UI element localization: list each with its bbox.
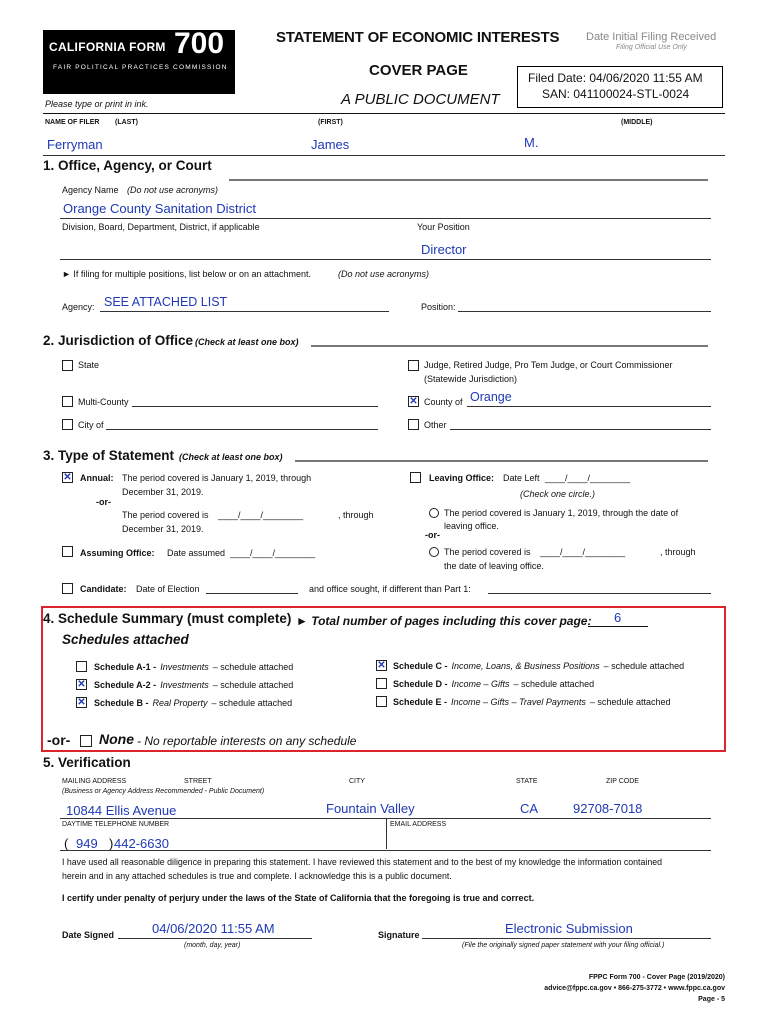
schedule-name: Schedule E - — [393, 697, 448, 707]
none-checkbox[interactable] — [80, 735, 92, 747]
footer-page: Page - 5 — [698, 996, 725, 1003]
schedule-suffix: – schedule attached — [603, 661, 685, 671]
position-value[interactable]: Director — [421, 242, 467, 257]
signature-note: (File the originally signed paper statement with your filing official.) — [462, 942, 665, 949]
candidate-rule-2 — [488, 593, 711, 594]
form-label: CALIFORNIA FORM — [49, 40, 166, 54]
cover-page-title: COVER PAGE — [369, 62, 468, 79]
schedule-checkbox[interactable]: ✕ — [377, 660, 386, 671]
schedule-checkbox[interactable] — [76, 661, 87, 672]
schedule-row-label — [94, 662, 293, 672]
other-label: Other — [424, 420, 447, 430]
phone-close-paren: ) — [109, 836, 114, 851]
received-title: Date Initial Filing Received — [586, 31, 717, 43]
schedule-name: Schedule B - — [94, 698, 149, 708]
email-label: EMAIL ADDRESS — [390, 821, 447, 828]
agency-rule — [60, 218, 711, 219]
schedule-row-label — [393, 697, 670, 707]
phone-open-paren: ( — [64, 836, 69, 851]
schedule-row-label — [94, 680, 293, 690]
state-checkbox[interactable] — [62, 360, 73, 371]
phone-email-divider — [386, 818, 387, 849]
position-rule — [60, 259, 711, 260]
date-format-note: (month, day, year) — [184, 942, 241, 949]
schedule-suffix: – schedule attached — [513, 679, 595, 689]
schedule-description: Income – Gifts — [451, 679, 510, 689]
leave-option2-through: , through — [660, 547, 696, 557]
your-position-label: Your Position — [417, 222, 470, 232]
last-label: (LAST) — [115, 119, 138, 126]
period-through: , through — [338, 510, 374, 520]
schedule-suffix: – schedule attached — [211, 698, 293, 708]
multi-county-checkbox[interactable] — [62, 396, 73, 407]
header-rule — [43, 113, 725, 114]
mailing-address-label: MAILING ADDRESS — [62, 778, 127, 785]
date-signed-label: Date Signed — [62, 930, 115, 940]
section2-note: (Check at least one box) — [195, 337, 299, 347]
agency2-rule — [100, 311, 389, 312]
position2-rule — [458, 311, 711, 312]
schedule-name: Schedule A-1 - — [94, 662, 157, 672]
city-of-label: City of — [78, 420, 104, 430]
agency2-value[interactable]: SEE ATTACHED LIST — [104, 295, 228, 309]
city-label: CITY — [349, 778, 365, 785]
city-value[interactable]: Fountain Valley — [326, 801, 415, 816]
assuming-date[interactable]: ____/____/________ — [230, 548, 316, 558]
schedule-checkbox[interactable]: ✕ — [77, 679, 86, 690]
schedule-name: Schedule D - — [393, 679, 448, 689]
san-number: SAN: 041100024-STL-0024 — [542, 87, 690, 101]
none-text: - No reportable interests on any schedule — [137, 734, 357, 748]
date-signed-rule — [118, 938, 312, 939]
period-end: December 31, 2019. — [122, 524, 204, 534]
leave-option1-radio[interactable] — [429, 508, 439, 518]
annual-checkbox[interactable]: ✕ — [63, 472, 72, 483]
assuming-checkbox[interactable] — [62, 546, 73, 557]
division-label: Division, Board, Department, District, if applicable — [62, 222, 260, 232]
section1-heading: 1. Office, Agency, or Court — [43, 158, 212, 173]
annual-text-1: The period covered is January 1, 2019, through — [122, 473, 312, 483]
footer — [544, 972, 725, 1005]
form-number: 700 — [174, 27, 225, 60]
other-rule — [450, 429, 711, 430]
annual-text-2: December 31, 2019. — [122, 487, 204, 497]
section3-heading: 3. Type of Statement — [43, 448, 175, 463]
multi-county-rule — [132, 406, 378, 407]
section4-heading: 4. Schedule Summary (must complete) — [43, 611, 292, 626]
section3-note: (Check at least one box) — [179, 452, 283, 462]
total-pages-rule — [588, 626, 648, 627]
leaving-label: Leaving Office: — [429, 473, 495, 483]
schedule-suffix: – schedule attached — [589, 697, 671, 707]
section2-bar — [311, 345, 708, 347]
county-rule — [467, 406, 711, 407]
candidate-checkbox[interactable] — [62, 583, 73, 594]
business-address-note: (Business or Agency Address Recommended - Public Document) — [62, 788, 265, 795]
multiple-positions-text: ► If filing for multiple positions, list below or on an attachment. — [62, 269, 312, 279]
state-label: State — [78, 360, 100, 370]
diligence-line-1: I have used all reasonable diligence in preparing this statement. I have reviewed this statement and to the best of my knowledge the information contained — [62, 857, 663, 867]
street-label: STREET — [184, 778, 212, 785]
schedule-row-label — [393, 661, 684, 671]
certify-statement: I certify under penalty of perjury under the laws of the State of California that the foregoing is true and correct. — [62, 893, 535, 903]
form-badge — [43, 27, 235, 94]
schedule-checkbox[interactable] — [376, 696, 387, 707]
none-label: None — [99, 731, 134, 747]
filer-middle-name[interactable]: M. — [524, 135, 539, 150]
section3-bar — [295, 460, 708, 462]
candidate-text: Date of Election — [136, 584, 200, 594]
footer-contact: advice@fppc.ca.gov • 866-275-3772 • www.fppc.ca.gov — [544, 985, 725, 992]
filed-date: Filed Date: 04/06/2020 11:55 AM — [528, 71, 703, 85]
schedule-row-label — [94, 698, 292, 708]
position2-label: Position: — [421, 302, 456, 312]
signature-label: Signature — [378, 930, 420, 940]
schedule-description: Real Property — [152, 698, 208, 708]
judge-label: Judge, Retired Judge, Pro Tem Judge, or Court Commissioner — [424, 360, 673, 370]
agency2-label: Agency: — [62, 302, 95, 312]
middle-label: (MIDDLE) — [621, 119, 653, 126]
total-pages-value[interactable]: 6 — [614, 610, 622, 625]
leave-option2-radio[interactable] — [429, 547, 439, 557]
leaving-text: Date Left — [503, 473, 540, 483]
or-label-2: -or- — [425, 530, 440, 540]
assuming-text: Date assumed — [167, 548, 226, 558]
statement-title: STATEMENT OF ECONOMIC INTERESTS — [276, 29, 560, 46]
first-label: (FIRST) — [318, 119, 343, 126]
state-label-addr: STATE — [516, 778, 538, 785]
section1-bar — [229, 179, 708, 181]
received-subtitle: Filing Official Use Only — [616, 44, 687, 51]
leave-option2-a: The period covered is — [444, 547, 531, 557]
schedule-suffix: – schedule attached — [212, 662, 294, 672]
schedule-description: Income – Gifts – Travel Payments — [451, 697, 586, 707]
ink-instruction: Please type or print in ink. — [45, 99, 149, 109]
signature-rule — [422, 938, 711, 939]
leave-option1-b: leaving office. — [444, 521, 499, 531]
multiple-positions-note: (Do not use acronyms) — [338, 269, 430, 279]
zip-label: ZIP CODE — [606, 778, 639, 785]
schedule-suffix: – schedule attached — [212, 680, 294, 690]
candidate-text-2: and office sought, if different than Part 1: — [309, 584, 471, 594]
schedule-description: Income, Loans, & Business Positions — [451, 661, 600, 671]
leaving-date[interactable]: ____/____/________ — [545, 473, 631, 483]
diligence-line-2: herein and in any attached schedules is true and complete. I acknowledge this is a public document. — [62, 871, 452, 881]
schedule-name: Schedule C - — [393, 661, 448, 671]
agency-name-value[interactable]: Orange County Sanitation District — [63, 201, 256, 216]
none-or-label: -or- — [47, 732, 71, 748]
schedule-description: Investments — [160, 680, 209, 690]
phone-label: DAYTIME TELEPHONE NUMBER — [62, 821, 170, 828]
commission-name: FAIR POLITICAL PRACTICES COMMISSION — [53, 64, 228, 71]
phone-rule — [60, 850, 711, 851]
street-value[interactable]: 10844 Ellis Avenue — [66, 803, 177, 818]
candidate-label: Candidate: — [80, 584, 127, 594]
other-checkbox[interactable] — [408, 419, 419, 430]
multi-county-label: Multi-County — [78, 397, 129, 407]
name-of-filer-label: NAME OF FILER — [45, 119, 100, 126]
section5-heading: 5. Verification — [43, 755, 131, 770]
schedules-attached-label: Schedules attached — [62, 632, 189, 647]
leaving-checkbox[interactable] — [410, 472, 421, 483]
public-document-label: A PUBLIC DOCUMENT — [341, 91, 500, 108]
date-signed-value[interactable]: 04/06/2020 11:55 AM — [152, 921, 275, 936]
filer-last-name[interactable]: Ferryman — [47, 137, 103, 152]
signature-value[interactable]: Electronic Submission — [505, 921, 633, 936]
schedule-row-label — [393, 679, 594, 689]
section2-heading: 2. Jurisdiction of Office — [43, 333, 194, 348]
county-checkbox[interactable]: ✕ — [409, 396, 418, 407]
agency-name-label: Agency Name — [62, 185, 119, 195]
city-checkbox[interactable] — [62, 419, 73, 430]
period-date[interactable]: ____/____/________ — [218, 510, 304, 520]
footer-form-id: FPPC Form 700 - Cover Page (2019/2020) — [588, 974, 725, 981]
filer-first-name[interactable]: James — [311, 137, 350, 152]
filer-rule — [43, 155, 725, 156]
schedule-checkbox[interactable] — [376, 678, 387, 689]
leave-option1-a: The period covered is January 1, 2019, through the date of — [444, 508, 679, 518]
state-value[interactable]: CA — [520, 801, 539, 816]
assuming-label: Assuming Office: — [80, 548, 155, 558]
judge-checkbox[interactable] — [408, 360, 419, 371]
schedule-name: Schedule A-2 - — [94, 680, 157, 690]
area-code-value[interactable]: 949 — [76, 836, 98, 851]
agency-name-note: (Do not use acronyms) — [127, 185, 219, 195]
schedule-description: Investments — [160, 662, 209, 672]
or-label-1: -or- — [96, 497, 111, 507]
county-value[interactable]: Orange — [470, 390, 512, 404]
annual-label: Annual: — [80, 473, 114, 483]
judge-sub-label: (Statewide Jurisdiction) — [424, 374, 518, 384]
filed-date-box — [517, 66, 723, 108]
city-rule — [106, 429, 378, 430]
leave-option2-b: the date of leaving office. — [444, 561, 544, 571]
county-of-label: County of — [424, 397, 463, 407]
check-one-circle: (Check one circle.) — [520, 489, 596, 499]
phone-value[interactable]: 442-6630 — [114, 836, 169, 851]
schedule-checkbox[interactable]: ✕ — [77, 697, 86, 708]
leave-option2-date[interactable]: ____/____/________ — [540, 547, 626, 557]
total-pages-label: ► Total number of pages including this cover page: — [296, 614, 592, 628]
candidate-rule — [206, 593, 298, 594]
zip-value[interactable]: 92708-7018 — [573, 801, 643, 816]
period-text: The period covered is — [122, 510, 209, 520]
